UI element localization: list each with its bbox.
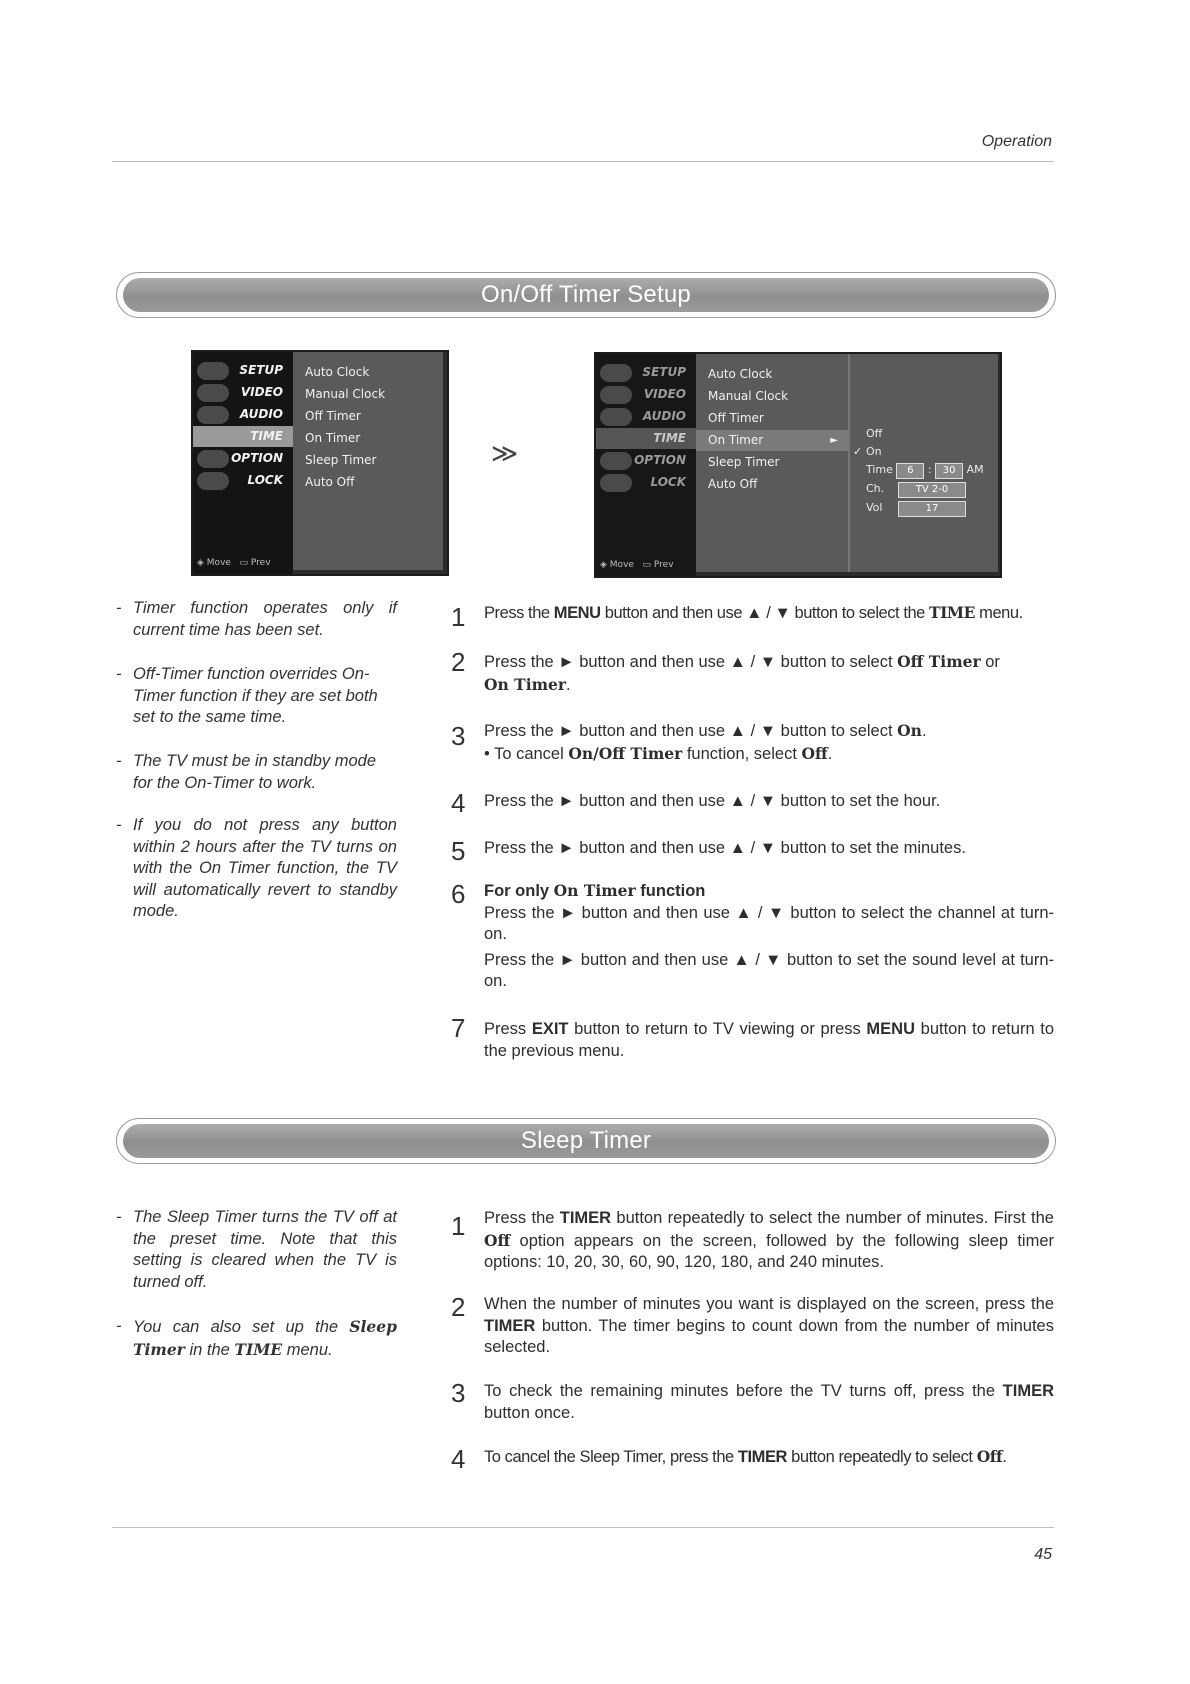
osd-menu-panel <box>696 354 848 572</box>
step-number: 2 <box>451 647 466 677</box>
osd-tab-lock: LOCK <box>596 472 696 493</box>
step-text: Press the MENU button and then use ▲ / ▼ button to select the TIME menu. <box>484 603 1023 622</box>
step-number: 3 <box>451 721 466 751</box>
osd-tab-time: TIME <box>193 426 293 447</box>
step-text: Press the ► button and then use ▲ / ▼ button to set the minutes. <box>484 839 966 857</box>
step-number: 2 <box>451 1292 466 1322</box>
osd-menu-item: Sleep Timer <box>305 453 377 467</box>
osd-screenshot-submenu <box>594 352 1002 578</box>
section-label: Operation <box>981 133 1052 150</box>
osd-menu-item-selected: On Timer ► <box>696 430 848 451</box>
step-number: 5 <box>451 836 466 866</box>
osd-submenu-panel <box>848 354 998 572</box>
osd-option-on: ✓ On <box>853 445 882 458</box>
osd-screenshot-menu <box>191 350 449 576</box>
osd-tab-setup: SETUP <box>193 360 293 381</box>
osd-tab-option: OPTION <box>596 450 696 471</box>
step-number: 7 <box>451 1013 466 1043</box>
step-number: 4 <box>451 788 466 818</box>
osd-time-row: Time 6 : 30 AM <box>866 463 984 479</box>
osd-tab-audio: AUDIO <box>193 404 293 425</box>
step-text: Press the ► button and then use ▲ / ▼ button to select On. • To cancel On/Off Timer function, select Off. <box>484 721 927 763</box>
step-text: Press EXIT button to return to TV viewing or press MENU button to return to the previous menu. <box>484 1020 1054 1060</box>
footer-rule <box>112 1527 1054 1528</box>
step-text: For only On Timer function Press the ► button and then use ▲ / ▼ button to select the channel at turn-on. Press the ► button and then use ▲ / ▼ button to set the sound level at turn-on. <box>484 881 1054 990</box>
step-text: Press the ► button and then use ▲ / ▼ button to set the hour. <box>484 792 941 810</box>
step-number: 3 <box>451 1378 466 1408</box>
step-text: To check the remaining minutes before the TV turns off, press the TIMER button once. <box>484 1382 1054 1422</box>
osd-tab-lock: LOCK <box>193 470 293 491</box>
note-item: - The Sleep Timer turns the TV off at the preset time. Note that this setting is cleared when the TV is turned off. <box>116 1208 397 1291</box>
step-number: 1 <box>451 1211 466 1241</box>
osd-menu-item: Auto Off <box>708 477 758 491</box>
osd-option-off: Off <box>866 427 883 440</box>
osd-tab-time: TIME <box>596 428 696 449</box>
step-number: 1 <box>451 602 466 632</box>
section-title: Sleep Timer <box>520 1127 652 1154</box>
osd-tab-video: VIDEO <box>596 384 696 405</box>
step-number: 4 <box>451 1444 466 1474</box>
osd-menu-item: On Timer <box>305 431 361 445</box>
section-banner-timer-setup <box>116 272 1056 318</box>
osd-menu-item: Auto Clock <box>708 367 773 381</box>
osd-menu-item: Off Timer <box>708 411 764 425</box>
osd-menu-item: Off Timer <box>305 409 361 423</box>
osd-menu-item: Manual Clock <box>305 387 386 401</box>
osd-menu-panel <box>293 352 443 570</box>
note-item: - Timer function operates only if current time has been set. <box>116 599 397 639</box>
note-item: - The TV must be in standby mode for the On-Timer to work. <box>116 752 377 792</box>
osd-footer: ◈ Move ▭ Prev <box>197 558 271 568</box>
section-title: On/Off Timer Setup <box>481 281 691 308</box>
osd-menu-item: Auto Clock <box>305 365 370 379</box>
note-item: - You can also set up the Sleep Timer in the TIME menu. <box>116 1317 397 1359</box>
osd-channel-row: Ch. TV 2-0 <box>866 482 966 498</box>
note-item: - Off-Timer function overrides On-Timer function if they are set both set to the same time. <box>116 665 378 726</box>
step-text: When the number of minutes you want is displayed on the screen, press the TIMER button. The timer begins to count down from the number of minutes selected. <box>484 1295 1054 1356</box>
note-item: - If you do not press any button within 2 hours after the TV turns on with the On Timer function, the TV will automatically revert to standby mode. <box>116 816 397 920</box>
osd-tab-audio: AUDIO <box>596 406 696 427</box>
osd-tab-setup: SETUP <box>596 362 696 383</box>
next-arrow-icon: ≫ <box>491 438 519 468</box>
page-number: 45 <box>1034 1546 1052 1563</box>
step-text: To cancel the Sleep Timer, press the TIMER button repeatedly to select Off. <box>484 1447 1007 1466</box>
osd-tab-video: VIDEO <box>193 382 293 403</box>
section-banner-sleep-timer <box>116 1118 1056 1164</box>
osd-menu-item: Sleep Timer <box>708 455 780 469</box>
osd-menu-item: Manual Clock <box>708 389 789 403</box>
step-number: 6 <box>451 879 466 909</box>
step-text: Press the TIMER button repeatedly to select the number of minutes. First the Off option appears on the screen, followed by the following sleep timer options: 10, 20, 30, 60, 90, 120, 180, and 240 minutes. <box>484 1209 1054 1271</box>
header-rule <box>112 161 1054 162</box>
step-text: Press the ► button and then use ▲ / ▼ button to select Off Timer or On Timer. <box>484 652 1000 694</box>
osd-tab-option: OPTION <box>193 448 293 469</box>
osd-volume-row: Vol 17 <box>866 501 966 517</box>
osd-menu-item: Auto Off <box>305 475 355 489</box>
check-icon: ✓ <box>853 445 863 458</box>
osd-footer: ◈ Move ▭ Prev <box>600 560 674 570</box>
